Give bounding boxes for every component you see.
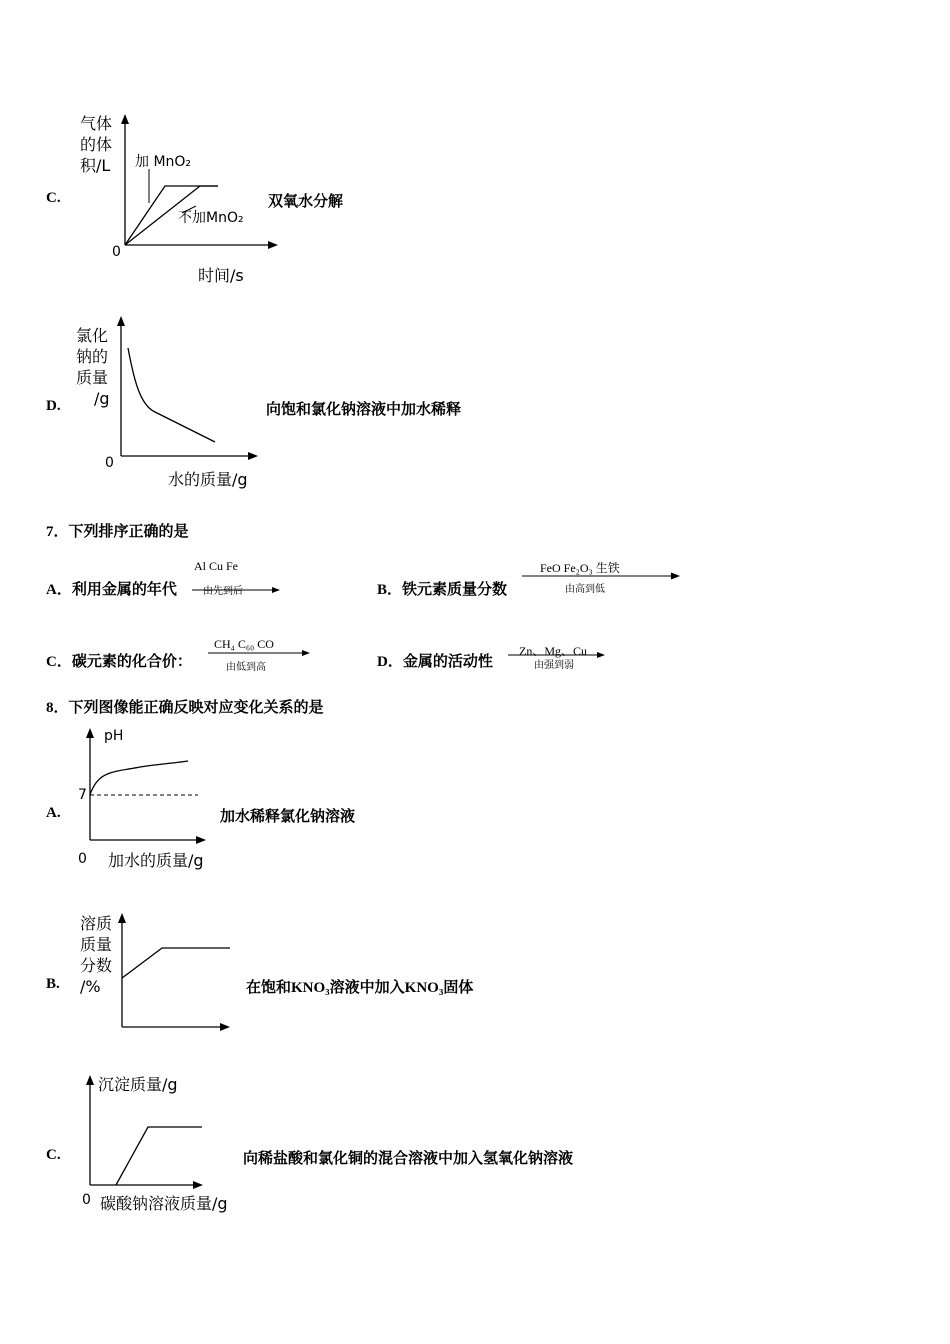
option-letter: A． [46, 582, 72, 598]
x-axis-label: 加水的质量/g [108, 851, 204, 870]
arrow-top-label: Zn、Mg、Cu [519, 644, 588, 658]
option-description: 双氧水分解 [268, 194, 344, 210]
option-letter: A. [46, 805, 61, 821]
arrow-top-label: Al Cu Fe [194, 559, 239, 573]
arrow-top-label: FeO Fe₂O₃ 生铁 [540, 561, 620, 575]
option-letter: C． [46, 654, 72, 670]
arrow-bottom-label: 由高到低 [565, 584, 605, 595]
option-description: 向饱和氯化钠溶液中加水稀释 [266, 402, 462, 418]
y-axis-label: 氯化 钠的 质量 /g [76, 326, 110, 408]
origin-label: 0 [105, 455, 114, 471]
arrow-bottom-label: 由低到高 [226, 662, 266, 673]
arrow-bottom-label: 由先到后 [203, 586, 243, 597]
option-description: 加水稀释氯化钠溶液 [220, 809, 356, 825]
option-text: 铁元素质量分数 [402, 582, 508, 598]
option-description: 向稀盐酸和氯化铜的混合溶液中加入氢氧化钠溶液 [243, 1151, 574, 1167]
x-axis-label: 水的质量/g [168, 470, 248, 489]
arrow [522, 571, 692, 581]
y-axis-label: 沉淀质量/g [98, 1075, 178, 1094]
y-axis-label: 溶质 质量 分数 /% [80, 914, 113, 996]
question-7-title: 7．下列排序正确的是 [46, 524, 189, 540]
x-axis-label: 碳酸钠溶液质量/g [100, 1194, 228, 1213]
arrow-bottom-label: 由强到弱 [534, 660, 574, 671]
option-letter: D． [377, 654, 403, 670]
graph-6c [100, 100, 280, 260]
option-letter: C. [46, 1147, 61, 1163]
x-axis-label: 时间/s [198, 266, 244, 285]
option-letter: B． [377, 582, 403, 598]
option-description: 在饱和KNO₃溶液中加入KNO₃固体 [246, 980, 474, 996]
option-letter: C. [46, 190, 61, 206]
graph-6d [100, 310, 270, 470]
graph-8a [80, 722, 220, 852]
origin-label: 0 [82, 1192, 91, 1208]
option-letter: D. [46, 398, 61, 414]
origin-label: 0 [78, 851, 87, 867]
arrow [208, 648, 318, 658]
tick-label-7: 7 [78, 787, 87, 803]
y-axis-label: 气体 的体 积/L [80, 114, 113, 175]
line-label-with-catalyst: 加 MnO₂ [135, 154, 192, 170]
arrow-top-label: CH₄ C₆₀ CO [214, 637, 274, 651]
option-text: 利用金属的年代 [71, 582, 177, 598]
line-label-without-catalyst: 不加MnO₂ [178, 210, 244, 226]
option-letter: B. [46, 976, 60, 992]
question-8-title: 8．下列图像能正确反映对应变化关系的是 [46, 700, 324, 716]
graph-8b [110, 905, 240, 1035]
origin-label: 0 [112, 244, 121, 260]
y-axis-label: pH [104, 728, 124, 744]
option-text: 碳元素的化合价： [71, 654, 192, 670]
option-text: 金属的活动性 [402, 654, 493, 670]
